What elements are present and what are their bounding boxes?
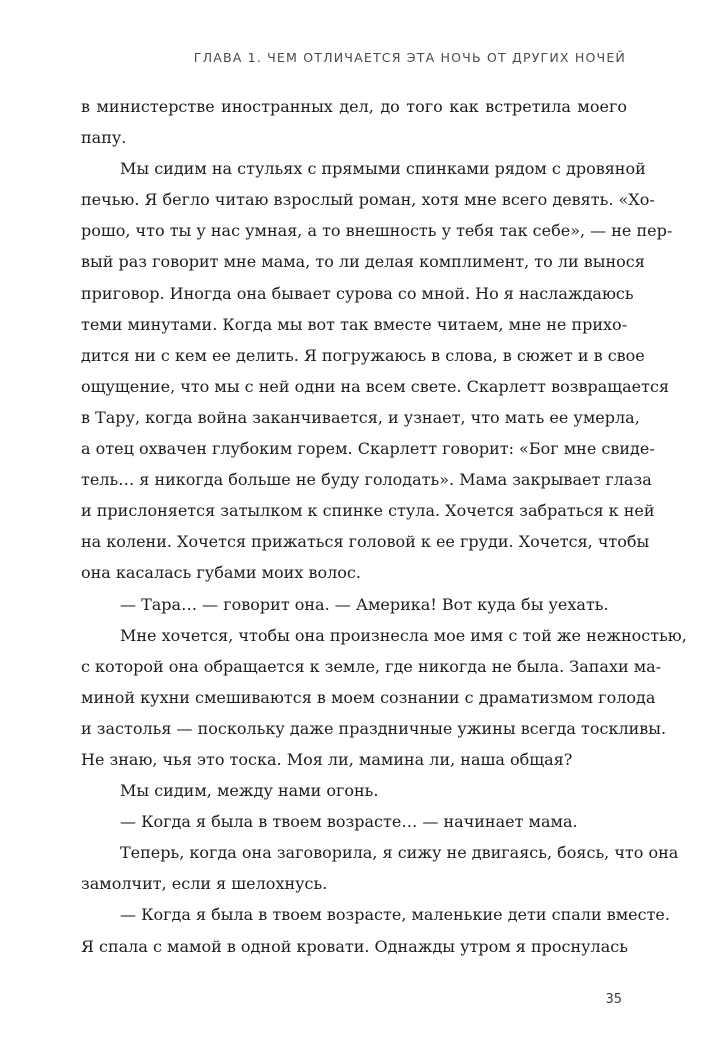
text-line: рошо, что ты у нас умная, а то внешность у тебя так себе», — не пер- xyxy=(81,221,673,241)
text-line: она касалась губами моих волос. xyxy=(81,563,361,583)
text-line: Теперь, когда она заговорила, я сижу не двигаясь, боясь, что она xyxy=(120,843,679,863)
text-line: — Когда я была в твоем возрасте… — начинает мама. xyxy=(120,812,578,832)
text-line: дится ни с кем ее делить. Я погружаюсь в слова, в сюжет и в свое xyxy=(81,345,645,365)
text-line: Мы сидим на стульях с прямыми спинками рядом с дровяной xyxy=(120,159,646,179)
text-line: и застолья — поскольку даже праздничные ужины всегда тоскливы. xyxy=(81,718,667,738)
text-line: папу. xyxy=(81,128,127,148)
text-line: — Когда я была в твоем возрасте, маленькие дети спали вместе. xyxy=(120,905,670,925)
text-line: печью. Я бегло читаю взрослый роман, хотя мне всего девять. «Хо- xyxy=(81,190,655,210)
text-line: вый раз говорит мне мама, то ли делая комплимент, то ли вынося xyxy=(81,252,645,272)
text-line: ощущение, что мы с ней одни на всем свете. Скарлетт возвращается xyxy=(81,376,670,396)
text-line: а отец охвачен глубоким горем. Скарлетт говорит: «Бог мне свиде- xyxy=(81,439,655,459)
text-line: — Тара… — говорит она. — Америка! Вот куда бы уехать. xyxy=(120,594,609,614)
text-line: Я спала с мамой в одной кровати. Однажды утром я проснулась xyxy=(81,936,628,956)
text-line: с которой она обращается к земле, где никогда не была. Запахи ма- xyxy=(81,656,662,676)
text-line: приговор. Иногда она бывает сурова со мной. Но я наслаждаюсь xyxy=(81,283,634,303)
text-line: теми минутами. Когда мы вот так вместе читаем, мне не прихо- xyxy=(81,314,628,334)
text-line: Мне хочется, чтобы она произнесла мое имя с той же нежностью, xyxy=(120,625,687,645)
text-line: в Тару, когда война заканчивается, и узнает, что мать ее умерла, xyxy=(81,407,640,427)
text-line: Не знаю, чья это тоска. Моя ли, мамина ли, наша общая? xyxy=(81,749,573,769)
text-line: Мы сидим, между нами огонь. xyxy=(120,781,379,801)
body-text xyxy=(81,91,687,962)
text-line: миной кухни смешиваются в моем сознании с драматизмом голода xyxy=(81,687,656,707)
text-line: на колени. Хочется прижаться головой к ее груди. Хочется, чтобы xyxy=(81,532,650,552)
text-line: в министерстве иностранных дел, до того как встретила моего xyxy=(81,97,627,116)
text-line: замолчит, если я шелохнусь. xyxy=(81,874,328,894)
page-number: 35 xyxy=(605,992,622,1007)
running-head: ГЛАВА 1. ЧЕМ ОТЛИЧАЕТСЯ ЭТА НОЧЬ ОТ ДРУГИХ НОЧЕЙ xyxy=(193,50,626,65)
text-line: и прислоняется затылком к спинке стула. Хочется забраться к ней xyxy=(81,501,655,521)
text-line: тель… я никогда больше не буду голодать». Мама закрывает глаза xyxy=(81,470,652,490)
